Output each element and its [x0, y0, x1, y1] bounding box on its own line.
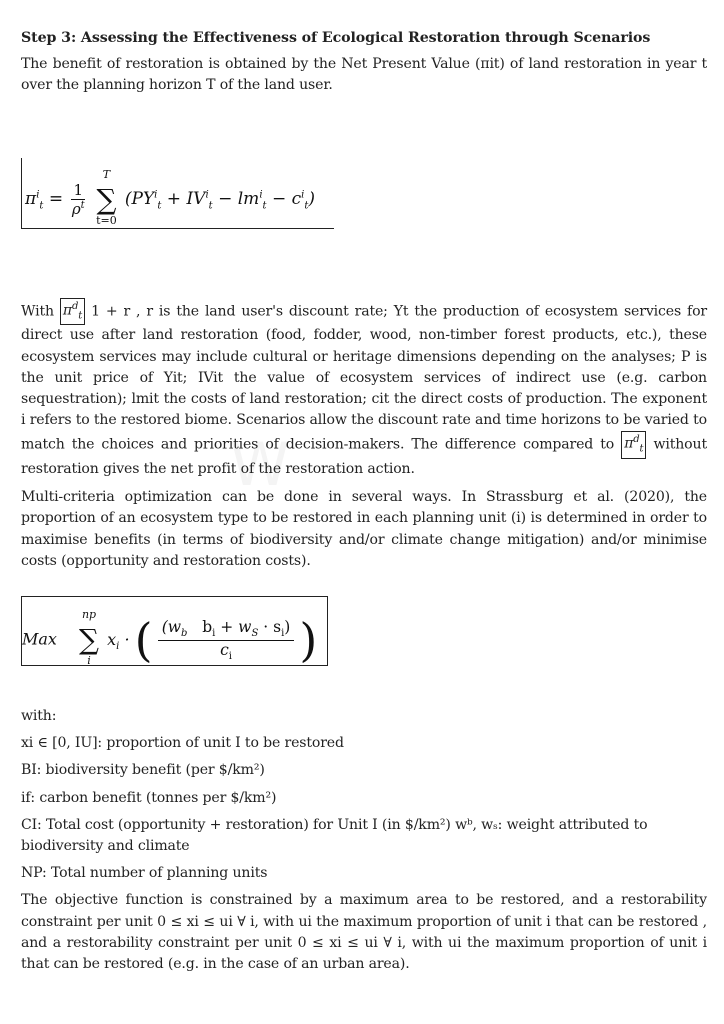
watermark: W [230, 430, 290, 500]
with-paragraph: With $\pi^d_t$ 1 + r , r is the land user's discount rate; Yt the production of ecosystem services for direct use after land restoration (food, fodder, wood, non-timber forest products, etc.), these ecosystem services may include cultural or heritage dimensions depending on the analyses; P is the unit price of Yit; IVit the value of ecosystem services of indirect use (e.g. carbon sequestration); lmit the costs of land restoration; cit the direct costs of production. The exponent i refers to the restored biome. Scenarios allow the discount rate and time horizons to be varied to match the choices and priorities of decision-makers. The difference compared to $\pi^d_t$ without restoration gives the net profit of the restoration action. [21, 298, 707, 480]
max-label: Max [22, 629, 57, 649]
intro-paragraph: The benefit of restoration is obtained by the Net Present Value (πit) of land restoration in year t over the planning horizon T of the land user. [21, 56, 707, 94]
definition-xi: xi ∈ [0, IU]: proportion of unit I to be restored [21, 735, 344, 752]
pi-d-symbol: $\pi^d_t$ [60, 298, 85, 325]
multi-criteria-paragraph: Multi-criteria optimization can be done in several ways. In Strassburg et al. (2020), the proportion of an ecosystem type to be restored in each planning unit (i) is determined in order to maximise benefits (in terms of biodiversity and/or climate change mitigation) and/or minimise costs (opportunity and restoration costs). [21, 489, 707, 569]
summation-symbol-2: np ∑ i [79, 608, 100, 667]
with-label: with: [21, 708, 57, 724]
pi-d-symbol-2: $\pi^d_t$ [621, 431, 646, 458]
objective-fraction: $\frac{(w_b b_i + w_S \cdot s_i)}{c_i}$ [158, 618, 295, 661]
max-formula: Max np ∑ i $x_i$ · ( $\frac{(w_b b_i + w_S \cdot s_i)}{c_i}$ ) [21, 596, 328, 666]
formula-body: $(PY^i_t + IV^i_t - lm^i_t - c^i_t)$ [124, 189, 316, 212]
objective-paragraph: The objective function is constrained by a maximum area to be restored, and a restorability constraint per unit 0 ≤ xi ≤ ui ∀ i, with ui the maximum proportion of unit i that can be restored , and a restorability constraint per unit 0 ≤ xi ≤ ui ∀ i, with ui the maximum proportion of unit i that can be restored (e.g. in the case of an urban area). [21, 892, 707, 973]
body-text [21, 298, 707, 579]
discount-fraction: $\frac{1}{\rho^t}$ [71, 181, 85, 218]
formula-lhs: π [25, 189, 37, 209]
summation-symbol: T ∑ t=0 [96, 167, 117, 227]
definition-bi: BI: biodiversity benefit (per $/km²) [21, 762, 265, 779]
definitions-section [21, 706, 707, 975]
npv-formula: $\pi^i_t$ = $\frac{1}{\rho^t}$ T ∑ t=0 $(PY^i_t + IV^i_t - lm^i_t - c^i_t)$ [21, 158, 334, 229]
definition-np: NP: Total number of planning units [21, 865, 268, 882]
definition-ci: CI: Total cost (opportunity + restoration) for Unit I (in $/km²) wᵇ, wₛ: weight attributed to biodiversity and climate [21, 816, 648, 855]
section-heading: Step 3: Assessing the Effectiveness of Ecological Restoration through Scenarios [21, 30, 651, 46]
document-page [21, 24, 707, 96]
definition-if: if: carbon benefit (tonnes per $/km²) [21, 789, 277, 806]
